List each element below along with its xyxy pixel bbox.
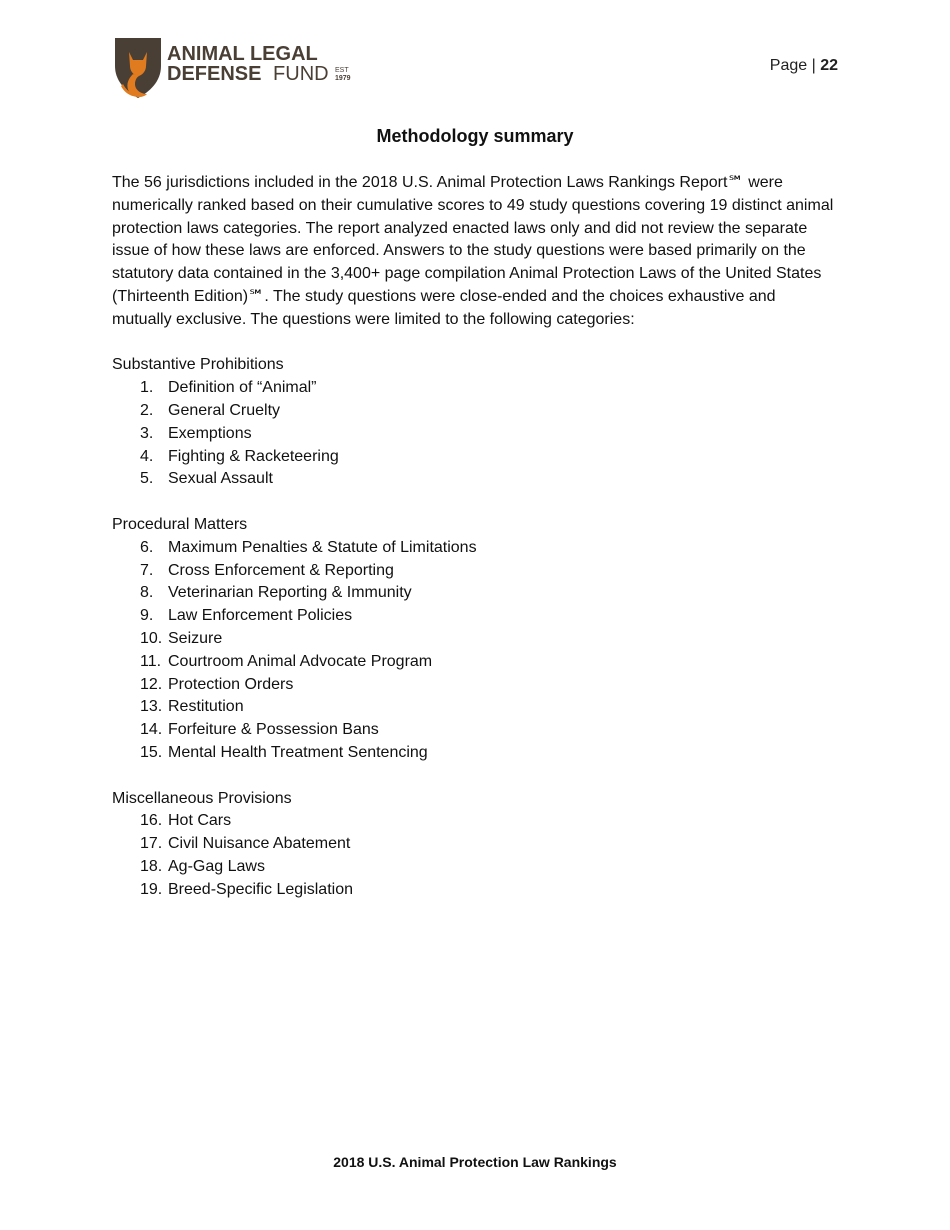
page-number	[770, 57, 838, 75]
item-number: 7.	[140, 561, 154, 579]
page-label: Page |	[769, 57, 816, 74]
list-item	[112, 719, 834, 742]
intro-paragraph: The 56 jurisdictions included in the 2018 U.S. Animal Protection Laws Rankings Report℠ were numerically ranked based on their cumulative scores to 49 study questions covering 19 distinct animal protection laws categories. The report analyzed enacted laws only and did not review the separate issue of how these laws are enforced. Answers to the study questions were based primarily on the statutory data contained in the 3,400+ page compilation Animal Protection Laws of the United States (Thirteenth Edition)℠. The study questions were close-ended and the choices exhaustive and mutually exclusive. The questions were limited to the following categories:	[112, 174, 834, 328]
item-label: Protection Orders	[168, 675, 294, 693]
item-number: 18.	[140, 857, 163, 875]
item-number: 2.	[140, 401, 154, 419]
list-item	[112, 742, 834, 765]
item-label: Mental Health Treatment Sentencing	[168, 743, 428, 761]
svg-text:DEFENSE FUND	[167, 63, 329, 85]
animal-legal-defense-fund-logo	[113, 36, 363, 100]
item-number: 5.	[140, 470, 154, 488]
item-number: 13.	[140, 698, 163, 716]
list-item	[112, 560, 834, 583]
page-title: Methodology summary	[376, 126, 574, 146]
list-item	[112, 651, 834, 674]
list-item	[112, 810, 834, 833]
item-label: Law Enforcement Policies	[168, 607, 353, 625]
item-number: 6.	[140, 538, 154, 556]
item-number: 10.	[140, 629, 163, 647]
item-number: 11.	[140, 652, 162, 670]
logo-line2-light: FUND	[273, 63, 329, 85]
page-footer: 2018 U.S. Animal Protection Law Rankings	[333, 1154, 617, 1170]
item-label: Forfeiture & Possession Bans	[168, 721, 379, 739]
item-label: General Cruelty	[168, 401, 281, 419]
item-label: Veterinarian Reporting & Immunity	[168, 584, 412, 602]
list-item	[112, 879, 834, 902]
item-label: Hot Cars	[168, 812, 232, 830]
logo-line1: ANIMAL LEGAL	[167, 43, 318, 65]
list-item	[112, 833, 834, 856]
item-number: 19.	[140, 880, 163, 898]
section-procedural	[112, 514, 834, 765]
list-item	[112, 423, 834, 446]
item-label: Civil Nuisance Abatement	[168, 835, 351, 853]
list-item	[112, 582, 834, 605]
logo-line2-bold: DEFENSE	[167, 63, 262, 85]
section-heading: Substantive Prohibitions	[112, 356, 284, 374]
list-item	[112, 628, 834, 651]
category-list	[112, 810, 834, 901]
list-item	[112, 400, 834, 423]
item-number: 3.	[140, 424, 154, 442]
item-number: 12.	[140, 675, 163, 693]
section-heading: Miscellaneous Provisions	[112, 789, 292, 807]
item-label: Courtroom Animal Advocate Program	[168, 652, 433, 670]
item-label: Restitution	[168, 698, 244, 716]
item-label: Definition of “Animal”	[168, 379, 317, 397]
body-content	[112, 172, 834, 924]
category-list	[112, 377, 834, 491]
list-item	[112, 605, 834, 628]
list-item	[112, 468, 834, 491]
list-item	[112, 856, 834, 879]
section-substantive	[112, 354, 834, 491]
item-number: 14.	[140, 721, 163, 739]
item-label: Maximum Penalties & Statute of Limitations	[168, 538, 477, 556]
list-item	[112, 537, 834, 560]
item-label: Cross Enforcement & Reporting	[168, 561, 394, 579]
item-number: 17.	[140, 835, 163, 853]
page-number-value: 22	[820, 57, 838, 74]
section-heading: Procedural Matters	[112, 515, 248, 533]
section-miscellaneous	[112, 788, 834, 902]
item-number: 8.	[140, 584, 154, 602]
list-item	[112, 446, 834, 469]
logo-year: 1979	[335, 75, 351, 82]
list-item	[112, 696, 834, 719]
item-number: 9.	[140, 607, 154, 625]
item-number: 4.	[140, 447, 154, 465]
item-label: Seizure	[168, 629, 223, 647]
item-number: 15.	[140, 743, 163, 761]
list-item	[112, 377, 834, 400]
item-label: Breed-Specific Legislation	[168, 880, 353, 898]
item-label: Exemptions	[168, 424, 252, 442]
item-number: 16.	[140, 812, 163, 830]
item-label: Fighting & Racketeering	[168, 447, 339, 465]
item-number: 1.	[140, 379, 154, 397]
list-item	[112, 674, 834, 697]
logo-est: EST	[335, 67, 349, 74]
item-label: Ag-Gag Laws	[168, 857, 265, 875]
item-label: Sexual Assault	[168, 470, 273, 488]
category-list	[112, 537, 834, 765]
